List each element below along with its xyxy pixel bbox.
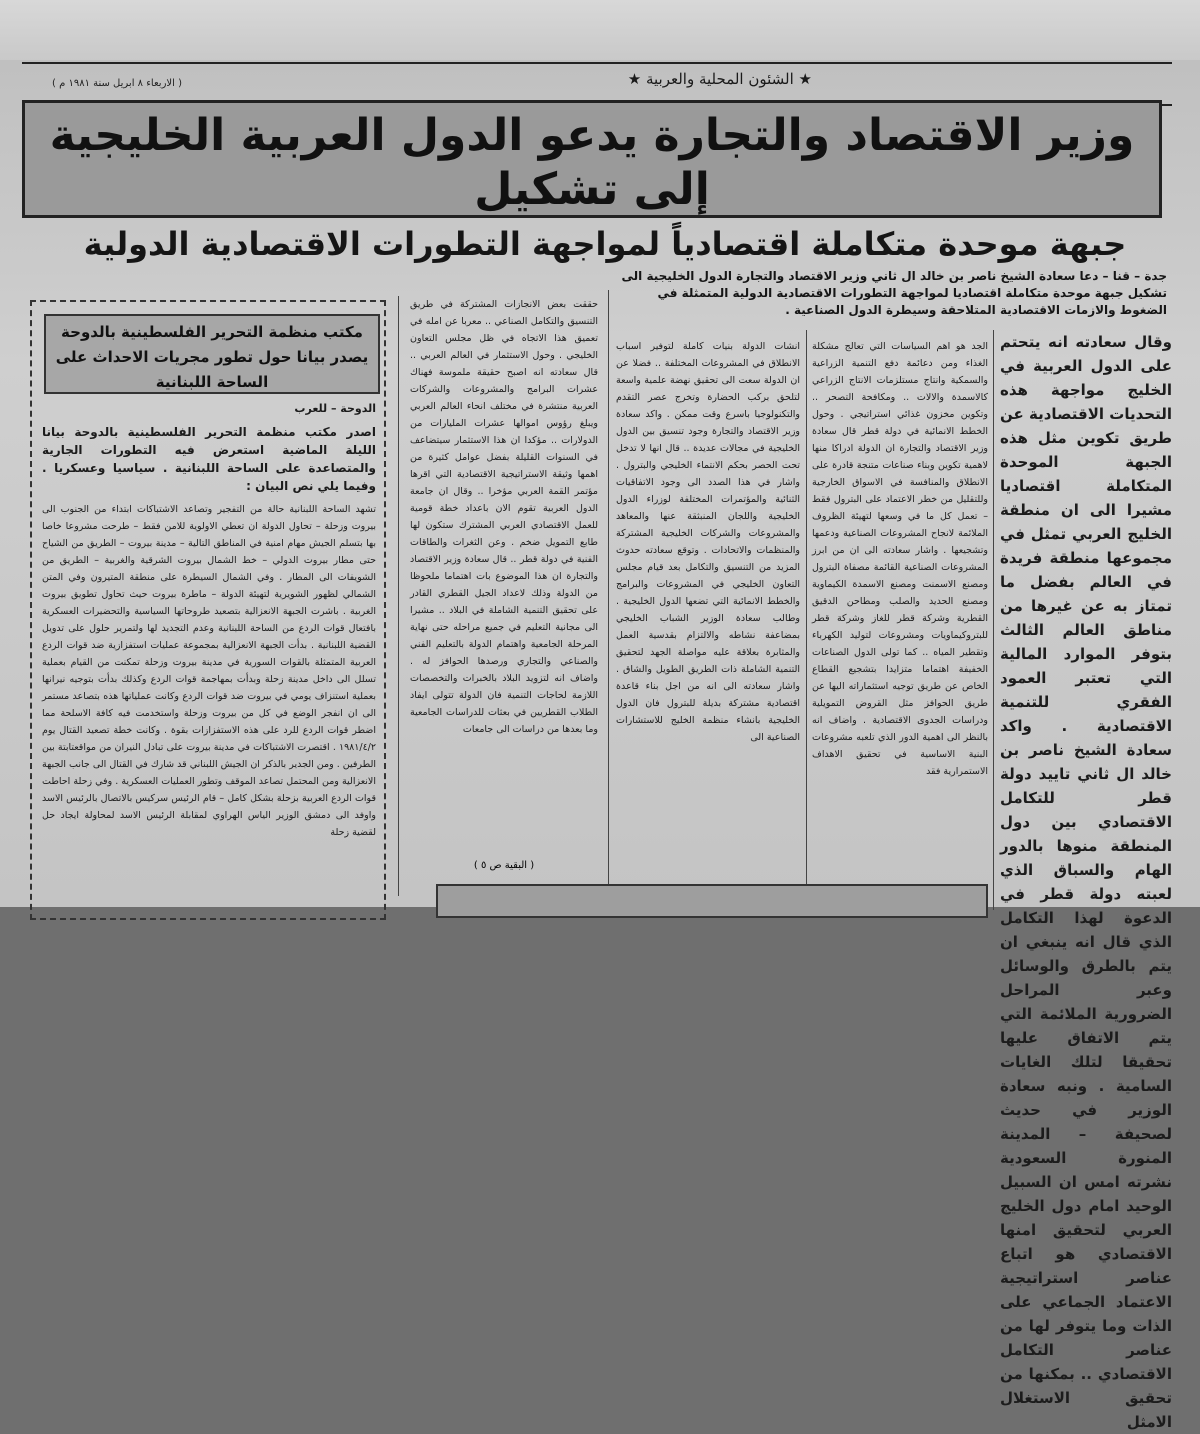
page-top-margin [0, 0, 1200, 60]
sidebar-headline-box [44, 314, 380, 394]
main-headline-box [22, 100, 1162, 218]
sidebar-article-box [30, 300, 386, 920]
sidebar-body [42, 400, 376, 847]
article-column-4-wrap [410, 296, 598, 881]
sidebar-headline: مكتب منظمة التحرير الفلسطينية بالدوحة يصدر بيانا حول تطور مجريات الاحداث على الساحة اللبنانية [55, 323, 369, 391]
article-lead: جدة – قنا – دعا سعادة الشيخ ناصر بن خالد ال ثاني وزير الاقتصاد والتجارة الدول الخليجية الى تشكيل جبهة موحدة متكاملة اقتصاديا لمواجهة التطورات الاقتصادية الدولية المتمثلة في الضغوط والازمات الاقتصادية المتلاحقة وسيطرة الدول الصناعية . [621, 269, 1167, 317]
sidebar-byline: الدوحة – للعرب [294, 402, 376, 415]
main-subheadline: جبهة موحدة متكاملة اقتصادياً لمواجهة التطورات الاقتصادية الدولية [83, 225, 1127, 263]
column-divider [993, 330, 994, 910]
sidebar-intro: اصدر مكتب منظمة التحرير الفلسطينية بالدوحة بيانا الليلة الماضية استعرض فيه التطورات الجارية والمتصاعدة على الساحة اللبنانية . سياسيا وعسكريا . وفيما يلي نص البيان : [42, 425, 376, 493]
article-column-4: حققت بعض الانجازات المشتركة في طريق التنسيق والتكامل الصناعي .. معربا عن امله في تعميق هذا الاتجاه في ظل مجلس التعاون الخليجي . وحول الاستثمار في العالم العربي .. قال سعادته انه اصبح حقيقة ملموسة فهناك عشرات البرامج والمشروعات والشركات العربية منتشرة في مختلف انحاء العالم العربي ويبلغ رؤوس اموالها عشرات المليارات من الدولارات .. مؤكدا ان هذا الاستثمار سيتضاعف في السنوات القليلة بفضل عوامل كثيرة من اهمها وثيقة الاستراتيجية الاقتصادية التي اقرها مؤتمر القمة العربي مؤخرا .. وقال ان جامعة الدول العربية تقوم الان باعداد خطة قومية للعمل الاقتصادي العربي المشترك ستكون لها طابع التمويل ضخم . وعن الثغرات والطاقات الفنية في دولة قطر .. قال سعادة وزير الاقتصاد والتجارة ان هذا الموضوع بات اهتماما ملحوظا من الدولة وذلك لاعداد الجيل القطري القادر على تحقيق التنمية الشاملة في البلاد .. مشيرا الى مجانية التعليم في جميع مراحله حتى نهاية المرحلة الجامعية واهتمام الدولة بالتعليم الفني والصناعي والتجاري ورصدها الحوافز له . واضاف انه لتزويد البلاد بالخبرات والتخصصات اللازمة لحاجات التنمية فان الدولة تتولى ايفاد الطلاب القطريين في بعثات للدراسات الجامعية وما بعدها من دراسات الى جامعات [410, 299, 598, 735]
main-headline: وزير الاقتصاد والتجارة يدعو الدول العربية الخليجية إلى تشكيل [49, 110, 1135, 215]
issue-date: ( الاربعاء ٨ ابريل سنة ١٩٨١ م ) [52, 78, 182, 89]
column-divider [398, 296, 399, 896]
column-divider [806, 330, 807, 910]
bottom-headline-box [436, 884, 988, 918]
sidebar-text: تشهد الساحة اللبنانية حالة من التفجير وتصاعد الاشتباكات ابتداء من الجنوب الى بيروت وزحلة – تحاول الدولة ان تعطي الاولوية للامن فقط – طرحت مشروعا خاصا بها بتسلم الجيش مهام امنية في المناطق التالية – مدينة بيروت – الطريق من الشياح حتى مطار بيروت الدولي – خط الشمال بيروت الشرقية والغربية – الطريق من الشويفات الى المطار . وفي الشمال السيطرة على منطقة المتيرون وفي المتن الشمالي لظهور الشويرية لتهيئة الدولة – ماطرة بيروت حيث تحاول تطويق بيروت الغربية . باشرت الجبهة الانعزالية بتصعيد طروحاتها السياسية والتحضيرات العسكرية بافتعال قوات الردع من الساحة اللبنانية وعدم التجديد لها ولتمرير حلول على تدويل القضية اللبنانية . بدأت الجبهة الانعزالية بمجموعة عمليات استفزازية ضد قوات الردع العربية المتمثلة بالقوات السورية في مدينة بيروت وزحلة تمكنت من القيام بعملية تسلل الى داخل مدينة زحلة وبدأت بمهاجمة قوات الردع وكذلك بدأت بتوجيه نيرانها بعملية استنزاف يومي في بيروت ضد قوات الردع وكانت عملياتها هذه بتصاعد مستمر الى ان انفجر الوضع في كل من بيروت وزحلة واستخدمت فيه كافة الاسلحة مما اضطر قوات الردع للرد على هذه الاستفزازات بقوة . وكانت خطة تصعيد القتال يوم ١٩٨١/٤/٢ . اقتصرت الاشتباكات في مدينة بيروت على تبادل النيران من مواقعتابتة بين الطرفين . ومن الجدير بالذكر ان الجيش اللبناني قد شارك في القتال الى جانب الجبهة الانعزالية ومن المحتمل تصاعد الموقف وتطور العمليات العسكرية . وفي زحلة احاطت قوات الردع العربية بزحلة بشكل كامل – قام الرئيس سركيس بالاتصال بالرئيس الاسد واوفد الى دمشق الوزير الياس الهراوي لمقابلة الرئيس الاسد لمحاولة ايجاد حل لقضية زحلة [42, 504, 376, 838]
article-column-2: الجد هو اهم السياسات التي تعالج مشكلة الغذاء ومن دعائمة دفع التنمية الزراعية والسمكية وانتاج مستلزمات الانتاج الزراعي كالاسمدة والالات .. ومكافحة التصحر .. وتكوين مخزون غذائي استراتيجي . وحول الخطط الانمائية في دولة قطر قال سعادة وزير الاقتصاد والتجارة ان الدولة ادراكا منها لاهمية تكوين وبناء صناعات متنجة قادرة على الانطلاق والمنافسة في الاسواق الخارجية وللتقليل من خطر الاعتماد على البترول فقط – تعمل كل ما في وسعها لتهيئة الظروف الملائمة لانجاح المشروعات الصناعية ودعمها وتشجيعها . واشار سعادته الى ان من ابرز المشروعات الصناعية القائمة مصفاة البترول ومصنع الاسمنت ومصنع الاسمدة الكيماوية ومصنع الحديد والصلب ومطاحن الدقيق القطرية وشركة قطر للغاز وشركة قطر للبتروكيماويات ومشروعات لتوليد الكهرباء وتقطير المياه .. كما تولى الدول الصناعات الخفيفة اهتماما متزايدا بتشجيع القطاع الخاص عن طريق توجيه استثماراته اليها عن طريق الحوافز مثل القروض التمويلية ودراسات الجدوى الاقتصادية . واضاف انه بالنظر الى اهمية الدور الذي تلعبه مشروعات البنية الاساسية في تحقيق الاهداف الاستمرارية فقد [812, 341, 988, 777]
article-column-3: انشات الدولة بنيات كاملة لتوفير اسباب الانطلاق في المشروعات المختلفة .. فضلا عن ان الدولة سعت الى تحقيق نهضة علمية واسعة لتلحق بركب الحضارة وتخرج عصر التقدم والتكنولوجيا باسرع وقت ممكن . واكد سعادة وزير الاقتصاد والتجارة وجود تنسيق بين الدول الخليجية في مجالات عديدة .. قال انها لا تدخل تحت الحصر بحكم الانتماء الخليجي والبترول . واشار في هذا الصدد الى وجود الاتفاقيات الثنائية والمؤتمرات المختلفة لوزراء الدول الخليجية واللجان المنبثقة عنها والمعاهد والمشروعات والشركات الخليجية المشتركة والمنظمات والاتحادات . وتوقع سعادته حدوث المزيد من التنسيق والتكامل بعد قيام مجلس التعاون الخليجي في المشروعات والبرامج والخطط الانمائية التي تضعها الدول الخليجية . وطالب سعادة الوزير الشباب الخليجي بمضاعفة نشاطه والالتزام بقدسية العمل والمثابرة بعلاقة عليه مواصلة الجهد لتحقيق التنمية الشاملة ذات الطريق الطويل والشاق . واشار سعادته الى انه من اجل بناء قاعدة اقتصادية مشتركة بديلة للبترول فان الدول الخليجية بانشاء منظمة الخليج للاستشارات الصناعية الى [616, 341, 800, 743]
section-name: ★ الشئون المحلية والعربية ★ [627, 70, 812, 88]
column-divider [608, 290, 609, 890]
bottom-headline [438, 886, 986, 892]
article-column-1: وقال سعادته انه يتحتم على الدول العربية في الخليج مواجهة هذه التحديات الاقتصادية عن طريق تكوين مثل هذه الجبهة الموحدة المتكاملة اقتصاديا مشيرا الى ان منطقة الخليج العربي تمثل في مجموعها منطقة فريدة في العالم بفضل ما تمتاز به عن غيرها من مناطق العالم الثالث بتوفر الموارد المالية التي تعتبر العمود الفقري للتنمية الاقتصادية . واكد سعادة الشيخ ناصر بن خالد ال ثاني تاييد دولة قطر للتكامل الاقتصادي بين دول المنطقة منوها بالدور الهام والسباق الذي لعبته دولة قطر في الدعوة لهذا التكامل الذي قال انه ينبغي ان يتم بالطرق والوسائل وعبر المراحل الضرورية الملائمة التي يتم الاتفاق عليها تحقيقا لتلك الغايات السامية . ونبه سعادة الوزير في حديث لصحيفة – المدينة المنورة السعودية نشرته امس ان السبيل الوحيد امام دول الخليج العربي لتحقيق امنها الاقتصادي هو اتباع عناصر استراتيجية الاعتماد الجماعي على الذات وما يتوفر لها من عناصر التكامل الاقتصادي .. بمكنها من تحقيق الاستغلال الامثل [1000, 333, 1172, 1431]
continued-note: ( البقية ص ٥ ) [473, 860, 535, 871]
